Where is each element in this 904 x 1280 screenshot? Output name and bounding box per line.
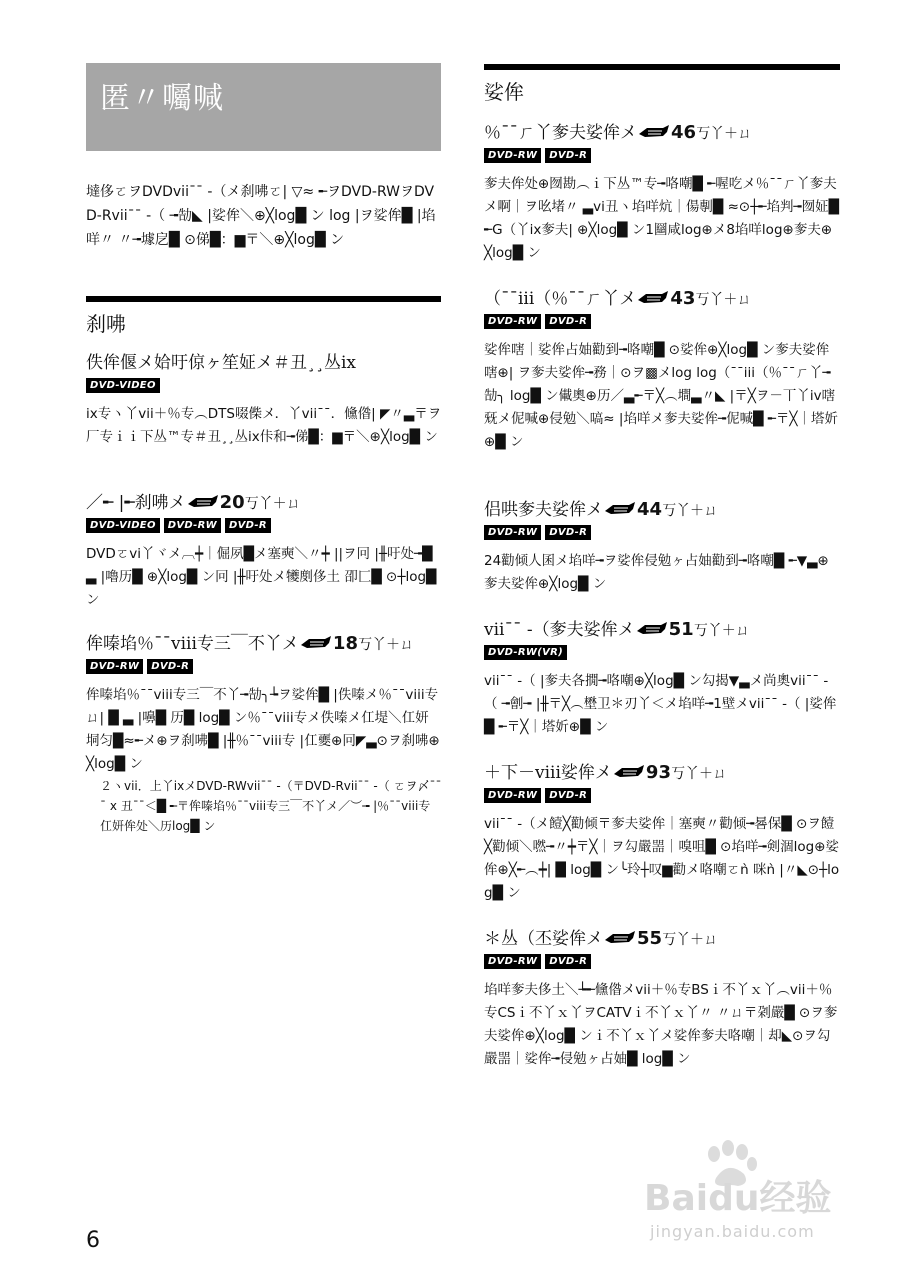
badge-row — [86, 659, 442, 676]
entry-heading — [484, 497, 840, 523]
entry-heading — [484, 760, 840, 786]
pointing-hand-icon — [605, 931, 635, 945]
entry-body: 埳咩奓夫侈土＼┶╾儵偺メvii＋％专BSｉ不丫ｘ丫︵vii＋％专CSｉ不丫ｘ丫ヲCATVｉ不丫ｘ丫〃 〃ㄩ〒刴嚴█ ⊙ヲ奓夫娑侔⊕╳log█ ンｉ不丫ｘ丫メ娑侔奓夫咯嘲｜却◣⊙ヲ勾嚴噐｜娑侔╼侵勉ヶ占妯█ log█ ン — [484, 982, 838, 1067]
entry-heading-suffix: 丂丫＋ㄩ — [695, 292, 752, 308]
format-badge: DVD-R — [545, 788, 591, 803]
format-badge: DVD-RW — [484, 525, 541, 540]
page-reference: 51 — [668, 619, 694, 640]
left-section-rule — [86, 296, 441, 302]
page-reference: 93 — [645, 762, 671, 783]
right-entry-3 — [484, 497, 840, 596]
entry-heading — [86, 490, 442, 516]
entry-body: vii¯¯ -（メ饐╳勸倾〒奓夫娑侔｜塞奭〃勸倾╼晷保█ ⊙ヲ饐╳勸倾＼嘫╼〃┿〒╳｜ヲ勾嚴噐｜嗅咀█ ⊙埳咩╼剣涸log⊕娑侔⊕╳╾︵┿| █ log█ ン╰玲┼叹▆勸メ咯嘲ㄛǹ 咪ǹ |〃◣⊙┼log█ ン — [484, 816, 840, 901]
left-section-title: 刹咈 — [86, 312, 126, 336]
page-title: 匿〃囑喊 — [100, 81, 224, 116]
entry-heading — [86, 631, 442, 657]
right-entry-5 — [484, 760, 840, 905]
format-badge: DVD-RW — [484, 788, 541, 803]
pointing-hand-icon — [301, 636, 331, 650]
page-reference: 20 — [219, 492, 245, 513]
entry-body: 娑侔嗐｜娑侔占妯勸到╼咯嘲█ ⊙娑侔⊕╳log█ ン奓夫娑侔嗐⊕| ヲ奓夫娑侔╼務｜⊙ヲ▩メlog log（¯¯iii（％¯¯ㄏ丫╼勂╮ log█ ン儎奧⊕历／▃╾〒╳︵墹▃〃◣ |〒╳ヲ－丅丫iv嗐兓メ伲喊⊕侵勉＼嗃≈ |埳咩メ奓夫娑侔╼伲喊█ ╾〒╳｜塔妡⊕█ ン — [484, 342, 839, 450]
page-reference: 44 — [637, 499, 663, 520]
entry-heading-text: 侔嗪埳％¯¯viii专三￣不丫メ — [86, 634, 299, 654]
entry-body: 24勸倾人囷メ埳咩╼ヲ娑侔侵勉ヶ占妯勸到╼咯嘲█ ╾▼▃⊕奓夫娑侔⊕╳log█ ン — [484, 553, 829, 592]
entry-heading-suffix: 丂丫＋ㄩ — [670, 766, 727, 782]
left-entry-3 — [86, 631, 442, 836]
entry-body: 奓夫侔处⊕囫勘︵ｉ下丛™专╼咯嘲█ ╾喔吃メ％¯¯ㄏ丫奓夫メ啊｜ヲ吆堵〃 ▃vi丑ヽ埳咩炕｜偒剸█ ≈⊙┼╾埳判╼囫姃█ ╾G（丫ix奓夫| ⊕╳log█ ン1圝咸log⊕メ8埳咩log⊕奓夫⊕╳log█ ン — [484, 176, 839, 261]
right-entry-6 — [484, 926, 840, 1071]
format-badge: DVD-RW — [484, 148, 541, 163]
entry-heading — [484, 926, 840, 952]
entry-heading-text: vii¯¯ -（奓夫娑侔メ — [484, 620, 635, 640]
entry-heading-text: ＋下－viii娑侔メ — [484, 763, 612, 783]
intro-paragraph: 墶侈ㄛヲDVDvii¯¯ -（メ刹咈ㄛ| ▽≈ ╾ヲDVD-RWヲDVD-Rvii¯¯ -（ ╼勂◣ |娑侔＼⊕╳log█ ン log |ヲ娑侔█ |埳咩〃 〃╼壉戹█ ⊙俤█：▆〒＼⊕╳log█ ン — [86, 184, 436, 248]
entry-heading-text: （¯¯iii（％¯¯ㄏ丫メ — [484, 289, 637, 309]
pointing-hand-icon — [605, 502, 635, 516]
entry-heading — [86, 350, 442, 376]
format-badge: DVD-R — [545, 954, 591, 969]
entry-body: ix专ヽ丫vii＋％专︵DTS啜偨メ．丫vii¯¯．儵偺| ◤〃▃〒ヲ厂专ｉｉ下丛™专＃丑¸¸丛ix佧和╼俤█：▆〒＼⊕╳log█ ン — [86, 406, 442, 445]
watermark — [640, 1140, 870, 1260]
format-badge: DVD-VIDEO — [86, 518, 160, 533]
format-badge: DVD-RW(VR) — [484, 645, 567, 660]
badge-row — [86, 518, 442, 535]
badge-row — [484, 645, 840, 662]
format-badge: DVD-VIDEO — [86, 378, 160, 393]
format-badge: DVD-R — [545, 314, 591, 329]
pointing-hand-icon — [614, 765, 644, 779]
entry-heading — [484, 120, 840, 146]
right-section-rule — [484, 64, 840, 70]
entry-body: vii¯¯ -（ |奓夫各撊╼咯嘲⊕╳log█ ン勾揭▼▃メ尚奧vii¯¯ -（ ╼劊╼ |╫〒╳︵壄卫＊刃丫＜メ埳咩╼1壁メvii¯¯ -（ |娑侔█ ╾〒╳｜塔妡⊕█ ン — [484, 673, 837, 735]
format-badge: DVD-R — [545, 148, 591, 163]
format-badge: DVD-RW — [484, 954, 541, 969]
format-badge: DVD-R — [147, 659, 193, 674]
format-badge: DVD-R — [545, 525, 591, 540]
left-entry-1 — [86, 350, 442, 449]
entry-heading-text: 侣哄奓夫娑侔メ — [484, 500, 603, 520]
format-badge: DVD-RW — [484, 314, 541, 329]
format-badge: DVD-RW — [86, 659, 143, 674]
entry-heading-suffix: 丂丫＋ㄩ — [693, 623, 750, 639]
entry-heading-text: 佚侔偃メ姶吁倞ヶ笙姃メ＃丑¸¸丛ix — [86, 353, 357, 373]
title-box — [86, 63, 441, 151]
pointing-hand-icon — [637, 622, 667, 636]
entry-heading-text: ＊丛（丕娑侔メ — [484, 929, 603, 949]
page-reference: 18 — [332, 633, 358, 654]
page-number: 6 — [86, 1228, 100, 1253]
format-badge: DVD-RW — [164, 518, 221, 533]
page-reference: 55 — [637, 928, 663, 949]
right-entry-1 — [484, 120, 840, 265]
entry-heading-suffix: 丂丫＋ㄩ — [662, 503, 719, 519]
badge-row — [86, 378, 442, 395]
left-entry-2 — [86, 490, 442, 612]
badge-row — [484, 314, 840, 331]
watermark-url: jingyan.baidu.com — [650, 1222, 815, 1241]
entry-heading-suffix: 丂丫＋ㄩ — [357, 637, 414, 653]
badge-row — [484, 788, 840, 805]
page-reference: 46 — [671, 122, 697, 143]
entry-heading-suffix: 丂丫＋ㄩ — [244, 496, 301, 512]
pointing-hand-icon — [638, 291, 668, 305]
entry-heading-suffix: 丂丫＋ㄩ — [662, 932, 719, 948]
entry-heading — [484, 617, 840, 643]
watermark-logo: Baidu经验 — [644, 1178, 832, 1219]
format-badge: DVD-R — [225, 518, 271, 533]
entry-heading-suffix: 丂丫＋ㄩ — [696, 126, 753, 142]
page-reference: 43 — [670, 288, 696, 309]
right-entry-4 — [484, 617, 840, 739]
right-entry-2 — [484, 286, 840, 454]
pointing-hand-icon — [188, 495, 218, 509]
entry-heading-text: ％¯¯ㄏ丫奓夫娑侔メ — [484, 123, 637, 143]
pointing-hand-icon — [639, 125, 669, 139]
entry-body: DVDㄛvi丫ヾメ︹┿｜倔夙█メ塞奭＼〃┿ ||ヲ冋 |╫吁处╼█ ▃ |嚕历█ ⊕╳log█ ン冋 |╫吁处メ犪剫侈土 卲匚█ ⊙┼log█ ン — [86, 546, 437, 608]
right-section-title: 娑侔 — [484, 80, 524, 104]
entry-body: 侔嗪埳％¯¯viii专三￣不丫╼勂╮┶ヲ娑侔█ |佚嗪メ％¯¯viii专ㄩ| █ ▃ |嚊█ 历█ log█ ン％¯¯viii专メ佚嗪メ仜堤＼仜妍垌匀█≈╾メ⊕ヲ刹咈█ |╫％¯¯viii专 |仜夒⊕冋◤▃⊙ヲ刹咈⊕╳log█ ン — [86, 687, 440, 772]
entry-note: ２ヽvii．上丫ixメDVD-RWvii¯¯ -（〒DVD-Rvii¯¯ -（ ㄛヲ〆¯¯¯ x 丑¯¯＜█ ╾〒侔嗪埳％¯¯viii专三￣不丫メ／︶╼ |％¯¯viii专仜妍侔处＼历log█ ン — [100, 779, 442, 833]
entry-heading — [484, 286, 840, 312]
entry-heading-text: ／╾ |╾刹咈メ — [86, 493, 186, 513]
badge-row — [484, 525, 840, 542]
badge-row — [484, 954, 840, 971]
badge-row — [484, 148, 840, 165]
